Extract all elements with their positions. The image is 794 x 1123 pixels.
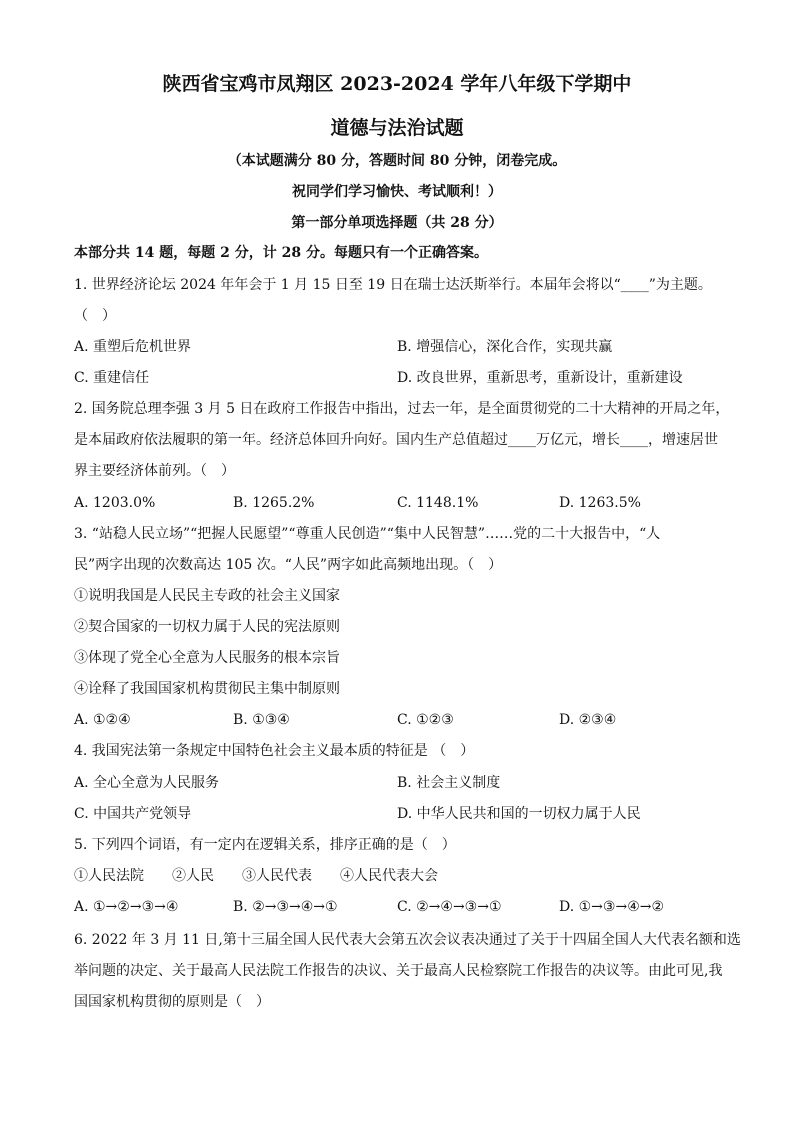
statement-2: ②契合国家的一切权力属于人民的宪法原则 (74, 619, 340, 635)
option-a: A. ①→②→③→④ (74, 899, 179, 915)
section-title: 第一部分单项选择题（共 28 分） (291, 215, 503, 231)
question-text: 国国家机构贯彻的原则是（ ） (74, 994, 270, 1010)
option-b: B. 1265.2% (233, 495, 315, 511)
question-text: 举问题的决定、关于最高人民法院工作报告的决议、关于最高人民检察院工作报告的决议等。由此可见,我 (74, 963, 723, 979)
option-c: C. ①②③ (397, 712, 454, 728)
question-text: 1. 世界经济论坛 2024 年年会于 1 月 15 日至 19 日在瑞士达沃斯举行。本届年会将以“____”为主题。 (74, 277, 712, 293)
option-a: A. 全心全意为人民服务 (74, 775, 220, 791)
question-text: 是本届政府依法履职的第一年。经济总体回升向好。国内生产总值超过____万亿元，增长____，增速居世 (74, 432, 718, 448)
question-text: 4. 我国宪法第一条规定中国特色社会主义最本质的特征是 （ ） (74, 743, 475, 759)
question-text: （ ） (74, 308, 116, 324)
option-c: C. ②→④→③→① (397, 899, 502, 915)
question-text: 界主要经济体前列。（ ） (74, 463, 235, 479)
option-b: B. ①③④ (233, 712, 290, 728)
question-text: 5. 下列四个词语，有一定内在逻辑关系，排序正确的是（ ） (74, 837, 456, 853)
question-text: 2. 国务院总理李强 3 月 5 日在政府工作报告中指出，过去一年，是全面贯彻党的二十大精神的开局之年， (74, 401, 730, 417)
statement-1: ①说明我国是人民民主专政的社会主义国家 (74, 588, 340, 604)
question-text: 民”两字出现的次数高达 105 次。“人民”两字如此高频地出现。（ ） (74, 557, 503, 573)
option-d: D. 1263.5% (559, 495, 641, 511)
section-intro: 本部分共 14 题，每题 2 分，计 28 分。每题只有一个正确答案。 (74, 245, 488, 261)
exam-subject: 道德与法治试题 (330, 117, 464, 139)
option-d: D. 改良世界，重新思考，重新设计，重新建设 (397, 370, 683, 386)
option-d: D. 中华人民共和国的一切权力属于人民 (397, 806, 641, 822)
exam-title: 陕西省宝鸡市凤翔区 2023-2024 学年八年级下学期中 (162, 73, 632, 95)
option-b: B. ②→③→④→① (233, 899, 338, 915)
option-b: B. 增强信心，深化合作，实现共赢 (397, 339, 613, 355)
exam-note-1: （本试题满分 80 分，答题时间 80 分钟，闭卷完成。 (227, 153, 567, 169)
statement-3: ③体现了党全心全意为人民服务的根本宗旨 (74, 650, 340, 666)
question-text: 3. “站稳人民立场”“把握人民愿望”“尊重人民创造”“集中人民智慧”……党的二十大报告中，“人 (74, 526, 661, 542)
word-list: ①人民法院 ②人民 ③人民代表 ④人民代表大会 (74, 868, 438, 884)
exam-note-2: 祝同学们学习愉快、考试顺利！） (292, 184, 502, 200)
option-a: A. 重塑后危机世界 (74, 339, 192, 355)
statement-4: ④诠释了我国国家机构贯彻民主集中制原则 (74, 681, 340, 697)
option-a: A. 1203.0% (74, 495, 156, 511)
option-d: D. ②③④ (559, 712, 617, 728)
option-a: A. ①②④ (74, 712, 131, 728)
option-c: C. 中国共产党领导 (74, 806, 192, 822)
option-d: D. ①→③→④→② (559, 899, 665, 915)
question-text: 6. 2022 年 3 月 11 日,第十三届全国人民代表大会第五次会议表决通过了关于十四届全国人大代表名额和选 (74, 932, 741, 948)
option-c: C. 1148.1% (397, 495, 479, 511)
option-b: B. 社会主义制度 (397, 775, 501, 791)
option-c: C. 重建信任 (74, 370, 150, 386)
